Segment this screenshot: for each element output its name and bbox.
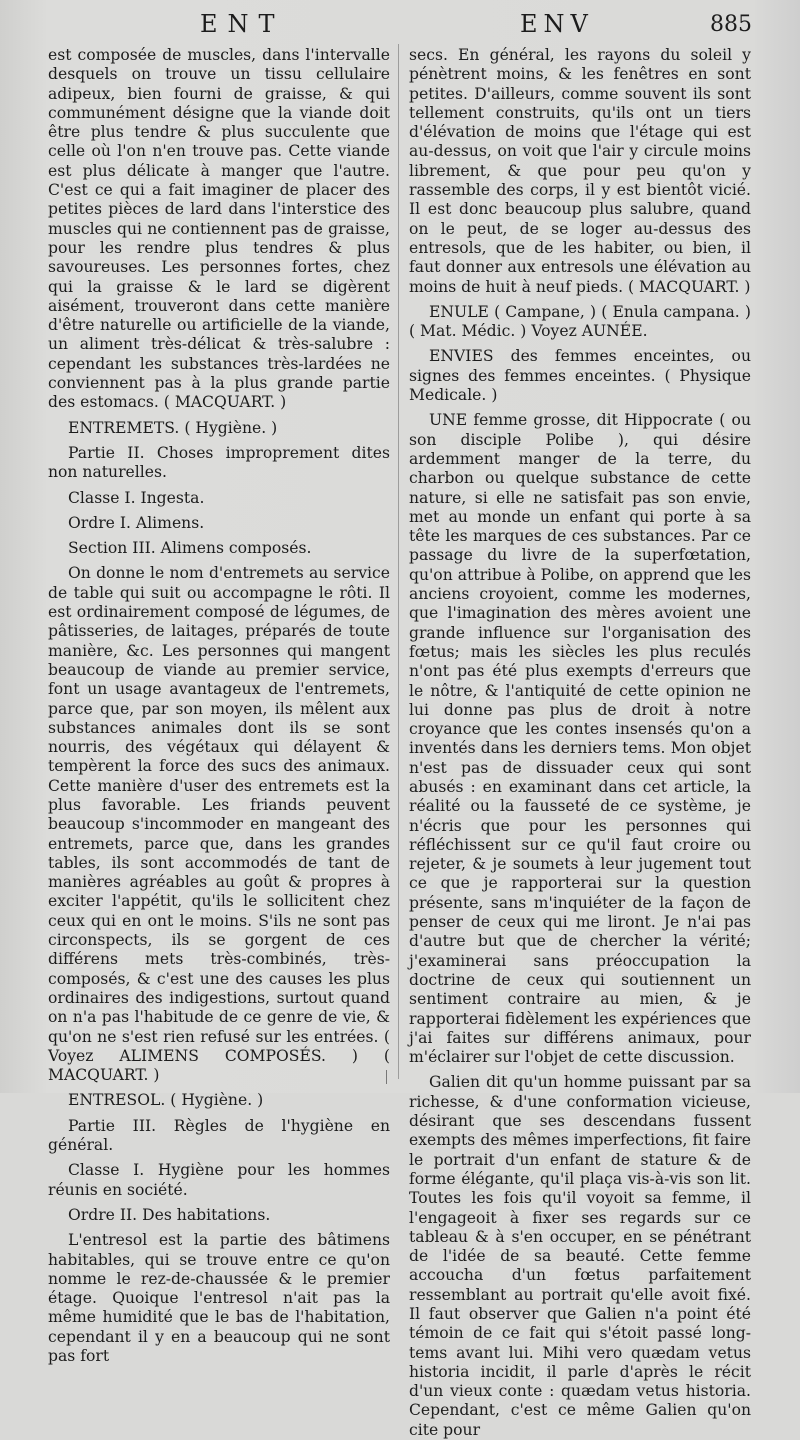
header-center: ENV <box>520 10 594 38</box>
right-column <box>409 46 751 1439</box>
page-number: 885 <box>710 12 752 37</box>
entremets-partie: Partie II. Choses improprement dites non naturelles. <box>48 443 390 482</box>
entry-title-entremets: ENTREMETS. ( Hygiène. ) <box>68 418 278 437</box>
entremets-ordre: Ordre I. Alimens. <box>68 513 205 532</box>
entry-title-envies: ENVIES des femmes enceintes, ou signes des femmes enceintes. ( Physique Medicale. ) <box>409 347 751 405</box>
envies-paragraph-2: Galien dit qu'un homme puissant par sa richesse, & d'une conformation vicieuse, désirant que ses descendans fussent exempts des mêmes imperfections, fit faire le portrait d'un enfant de stature & de forme élégante, qu'il plaça vis-à-vis son lit. Toutes les fois qu'il voyoit sa femme, il l'engageoit à fixer ses regards sur ce tableau & à s'en occuper, en se pénétrant de l'idée de sa beauté. Cette femme accoucha d'un fœtus parfaitement ressemblant au portrait qu'elle avoit fixé. Il faut observer que Galien n'a point été témoin de ce fait qui s'étoit passé long-tems avant lui. Mihi vero quædam vetus historia incidit, il parle d'après le récit d'un vieux conte : quædam vetus historia. Cependant, c'est ce même Galien qu'on cite pour <box>409 1073 751 1439</box>
left-column <box>48 46 390 1365</box>
entresol-partie: Partie III. Règles de l'hygiène en général. <box>48 1116 390 1155</box>
footer-mark <box>386 1070 387 1084</box>
entremets-classe: Classe I. Ingesta. <box>68 488 205 507</box>
left-paragraph-1: est composée de muscles, dans l'intervalle desquels on trouve un tissu cellulaire adipeux, bien fourni de graisse, & qui communément désigne que la viande doit être plus tendre & plus succulente que celle où l'on n'en trouve pas. Cette viande est plus délicate à manger que l'autre. C'est ce qui a fait imaginer de placer des petites pièces de lard dans l'interstice des muscles qui ne contiennent pas de graisse, pour les rendre plus tendres & plus savoureuses. Les personnes fortes, chez qui la graisse & le lard se digèrent aisément, trouveront dans cette manière d'être naturelle ou artificielle de la viande, un aliment très-délicat & très-salubre : cependant les substances très-lardées ne conviennent pas à la plus grande partie des estomacs. ( MACQUART. ) <box>48 46 390 412</box>
envies-paragraph-1: UNE femme grosse, dit Hippocrate ( ou son disciple Polibe ), qui désire ardemment manger de la terre, du charbon ou quelque substance de cette nature, si elle ne satisfait pas son envie, met au monde un enfant qui porte à sa tête les marques de ces substances. Par ce passage du livre de la superfœtation, qu'on attribue à Polibe, on apprend que les anciens croyoient, comme les modernes, que l'imagination des mères avoient une grande influence sur l'organisation des fœtus; mais les siècles les plus reculés n'ont pas été plus exempts d'erreurs que le nôtre, & l'antiquité de cette opinion ne lui donne pas plus de droit à notre croyance que les contes insensés qu'on a inventés dans les derniers tems. Mon objet n'est pas de dissuader ceux qui sont abusés : en examinant dans cet article, la réalité ou la fausseté de ce système, je n'écris que pour les personnes qui réfléchissent sur ce qu'il faut croire ou rejeter, & je soumets à leur jugement tout ce que je rapporterai sur la question présente, sans m'inquiéter de la façon de penser de ceux qui me liront. Je n'ai pas d'autre but que de chercher la vérité; j'examinerai sans préoccupation la doctrine de ceux qui soutiennent un sentiment contraire au mien, & je rapporterai fidèlement les expériences que j'ai faites sur différens animaux, pour m'éclairer sur l'objet de cette discussion. <box>409 411 751 1067</box>
entry-title-entresol: ENTRESOL. ( Hygiène. ) <box>68 1091 264 1110</box>
entresol-classe: Classe I. Hygiène pour les hommes réunis en société. <box>48 1161 390 1199</box>
column-divider <box>398 44 399 1079</box>
entry-title-enule: ENULE ( Campane, ) ( Enula campana. ) ( Mat. Médic. ) Voyez AUNÉE. <box>409 302 751 341</box>
header-left: ENT <box>200 10 285 38</box>
entremets-section: Section III. Alimens composés. <box>68 539 312 558</box>
entresol-ordre: Ordre II. Des habitations. <box>68 1205 271 1224</box>
right-paragraph-1: secs. En général, les rayons du soleil y pénètrent moins, & les fenêtres en sont petites. D'ailleurs, comme souvent ils sont tellement construits, qu'ils ont un tiers d'élévation de moins que l'étage qui est au-dessus, on voit que l'air y circule moins librement, & que pour peu qu'on y rassemble des corps, il y est bientôt vicié. Il est donc beaucoup plus salubre, quand on le peut, de se loger au-dessus des entresols, que de les habiter, ou bien, il faut donner aux entresols une élévation au moins de huit à neuf pieds. ( MACQUART. ) <box>409 46 751 296</box>
entresol-body: L'entresol est la partie des bâtimens habitables, qui se trouve entre ce qu'on nomme le rez-de-chaussée & le premier étage. Quoique l'entresol n'ait pas la même humidité que le bas de l'habitation, cependant il y en a beaucoup qui ne sont pas fort <box>48 1231 390 1365</box>
running-header <box>0 10 800 44</box>
entremets-body: On donne le nom d'entremets au service de table qui suit ou accompagne le rôti. Il est ordinairement composé de légumes, de pâtisseries, de laitages, préparés de toute manière, &c. Les personnes qui mangent beaucoup de viande au premier service, font un usage avantageux de l'entremets, parce que, par son moyen, ils mêlent aux substances animales dont ils se sont nourris, des végétaux qui délayent & tempèrent la force des sucs des animaux. Cette manière d'user des entremets est la plus favorable. Les friands peuvent beaucoup s'incommoder en mangeant des entremets, parce que, dans les grandes tables, ils sont accommodés de tant de manières agréables au goût & propres à exciter l'appétit, qu'ils le sollicitent chez ceux qui en ont le moins. S'ils ne sont pas circonspects, ils se gorgent de ces différens mets très-combinés, très-composés, & c'est une des causes les plus ordinaires des indigestions, surtout quand on n'a pas l'habitude de ce genre de vie, & qu'on ne s'est rien refusé sur les entrées. ( Voyez ALIMENS COMPOSÉS. ) ( MACQUART. ) <box>48 564 390 1085</box>
